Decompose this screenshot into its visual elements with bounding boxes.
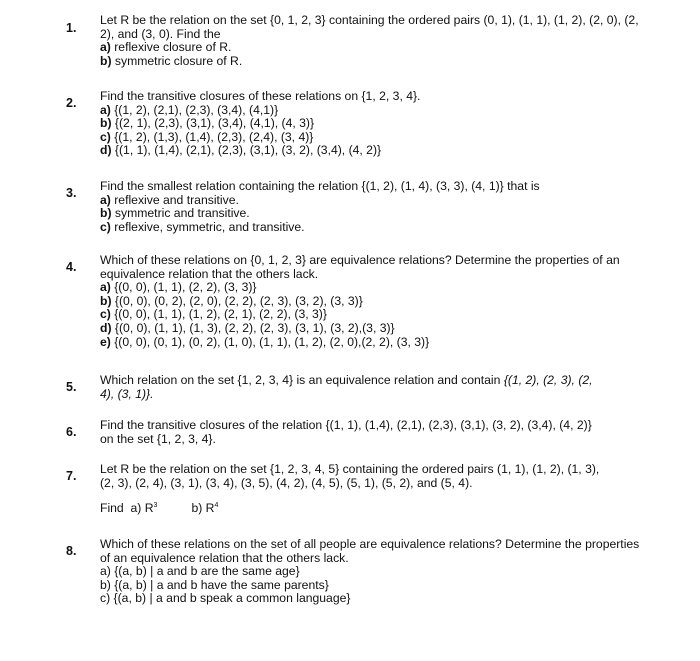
option-label: a) <box>100 102 111 117</box>
option-text: {(0, 0), (0, 2), (2, 0), (2, 2), (2, 3), (3, 2), (3, 3)} <box>114 293 363 308</box>
option-label: c) <box>100 129 111 144</box>
part-b-text: b) R <box>191 501 215 516</box>
option-b <box>100 207 660 221</box>
option-label: b) <box>100 116 112 131</box>
option-d <box>100 322 660 336</box>
find-label: Find <box>100 501 124 516</box>
option-c <box>100 592 660 606</box>
option-label: c) <box>100 219 111 234</box>
question-number: 4. <box>66 260 77 274</box>
question-number: 7. <box>66 469 77 483</box>
question-body <box>100 374 660 401</box>
question-number: 2. <box>66 96 77 110</box>
option-label: b) <box>100 53 112 68</box>
question-body <box>100 14 660 68</box>
option-text: reflexive and transitive. <box>114 192 239 207</box>
option-text: {(1, 2), (2,1), (2,3), (3,4), (4,1)} <box>114 102 279 117</box>
question-prompt-line-1 <box>100 374 660 388</box>
option-label: b) <box>100 206 112 221</box>
question-prompt-line-2: (2, 3), (2, 4), (3, 1), (3, 4), (3, 5), (4, 2), (4, 5), (5, 1), (5, 2), and (5, 4). <box>100 475 473 490</box>
option-text: {(2, 1), (2,3), (3,1), (3,4), (4,1), (4, 3)} <box>114 116 315 131</box>
question-prompt-line-2: 4), (3, 1)}. <box>100 386 154 401</box>
part-b-exponent: 4 <box>214 502 219 510</box>
option-text: {(a, b) | a and b have the same parents} <box>114 577 329 592</box>
option-label: b) <box>100 577 111 592</box>
option-label: a) <box>100 192 111 207</box>
option-e <box>100 336 660 350</box>
option-text: reflexive closure of R. <box>114 40 232 55</box>
question-body <box>100 463 660 516</box>
question-prompt-line-1: Let R be the relation on the set {1, 2, 3, 4, 5} containing the ordered pairs (1, 1), (1, 2), (1, 3), <box>100 462 600 476</box>
option-label: c) <box>100 307 111 322</box>
option-label: a) <box>100 564 111 579</box>
question-prompt: Which of these relations on {0, 1, 2, 3} are equivalence relations? Determine the properties of an equivalence relation that the others lack. <box>100 253 620 281</box>
option-d <box>100 144 660 158</box>
option-text: reflexive, symmetric, and transitive. <box>114 219 305 234</box>
question-number: 5. <box>66 380 77 394</box>
option-a <box>100 194 660 208</box>
question-number: 8. <box>66 544 77 558</box>
question-prompt: Find the smallest relation containing the relation {(1, 2), (1, 4), (3, 3), (4, 1)} that is <box>100 179 540 193</box>
question-body <box>100 254 660 349</box>
option-label: d) <box>100 143 112 158</box>
question-number: 3. <box>66 186 77 200</box>
option-text: symmetric and transitive. <box>114 206 250 221</box>
option-a <box>100 104 660 118</box>
part-a-text: a) R <box>130 501 154 516</box>
option-b <box>100 55 660 69</box>
option-text: {(a, b) | a and b are the same age} <box>114 564 300 579</box>
part-b <box>191 502 218 516</box>
option-text: {(a, b) | a and b speak a common language} <box>113 591 351 606</box>
option-a <box>100 41 660 55</box>
option-text: {(0, 0), (1, 1), (2, 2), (3, 3)} <box>114 280 257 295</box>
question-body <box>100 538 660 606</box>
option-b <box>100 579 660 593</box>
question-number: 6. <box>66 425 77 439</box>
option-b <box>100 117 660 131</box>
option-label: d) <box>100 320 112 335</box>
option-text: {(1, 1), (1,4), (2,1), (2,3), (3,1), (3, 2), (3,4), (4, 2)} <box>114 143 382 158</box>
option-text: {(0, 0), (1, 1), (1, 2), (2, 1), (2, 2), (3, 3)} <box>114 307 327 322</box>
question-body <box>100 419 660 446</box>
question-body <box>100 180 660 234</box>
question-prompt: Find the transitive closures of these relations on {1, 2, 3, 4}. <box>100 89 421 103</box>
option-c <box>100 308 660 322</box>
question-body <box>100 90 660 158</box>
question-prompt: Which of these relations on the set of all people are equivalence relations? Determine the properties of an equivalence relation that the others lack. <box>100 537 640 565</box>
part-a-exponent: 3 <box>153 502 158 510</box>
part-a <box>131 502 158 516</box>
option-c <box>100 131 660 145</box>
option-label: b) <box>100 293 112 308</box>
question-prompt: Let R be the relation on the set {0, 1, 2, 3} containing the ordered pairs (0, 1), (1, 1), (1, 2), (2, 0), (2, 2), and (3, 0). Find the <box>100 13 639 41</box>
option-label: a) <box>100 280 111 295</box>
question-prompt-line-1: Find the transitive closures of the relation {(1, 1), (1,4), (2,1), (2,3), (3,1), (3, 2), (3,4), (4, 2)} <box>100 418 592 432</box>
option-a <box>100 281 660 295</box>
option-text: {(0, 0), (1, 1), (1, 3), (2, 2), (2, 3), (3, 1), (3, 2),(3, 3)} <box>114 320 395 335</box>
option-label: c) <box>100 591 111 606</box>
option-a <box>100 565 660 579</box>
question-prompt-line-2: on the set {1, 2, 3, 4}. <box>100 431 216 446</box>
option-text: {(1, 2), (1,3), (1,4), (2,3), (2,4), (3, 4)} <box>114 129 314 144</box>
find-parts-row <box>100 502 660 516</box>
option-c <box>100 221 660 235</box>
option-text: symmetric closure of R. <box>114 53 243 68</box>
option-label: a) <box>100 40 111 55</box>
option-text: {(0, 0), (0, 1), (0, 2), (1, 0), (1, 1), (1, 2), (2, 0),(2, 2), (3, 3)} <box>114 334 430 349</box>
option-b <box>100 295 660 309</box>
option-label: e) <box>100 334 111 349</box>
prompt-text: Which relation on the set {1, 2, 3, 4} is an equivalence relation and contain <box>100 373 504 387</box>
question-number: 1. <box>66 21 77 35</box>
prompt-relation-italic: {(1, 2), (2, 3), (2, <box>503 373 593 387</box>
